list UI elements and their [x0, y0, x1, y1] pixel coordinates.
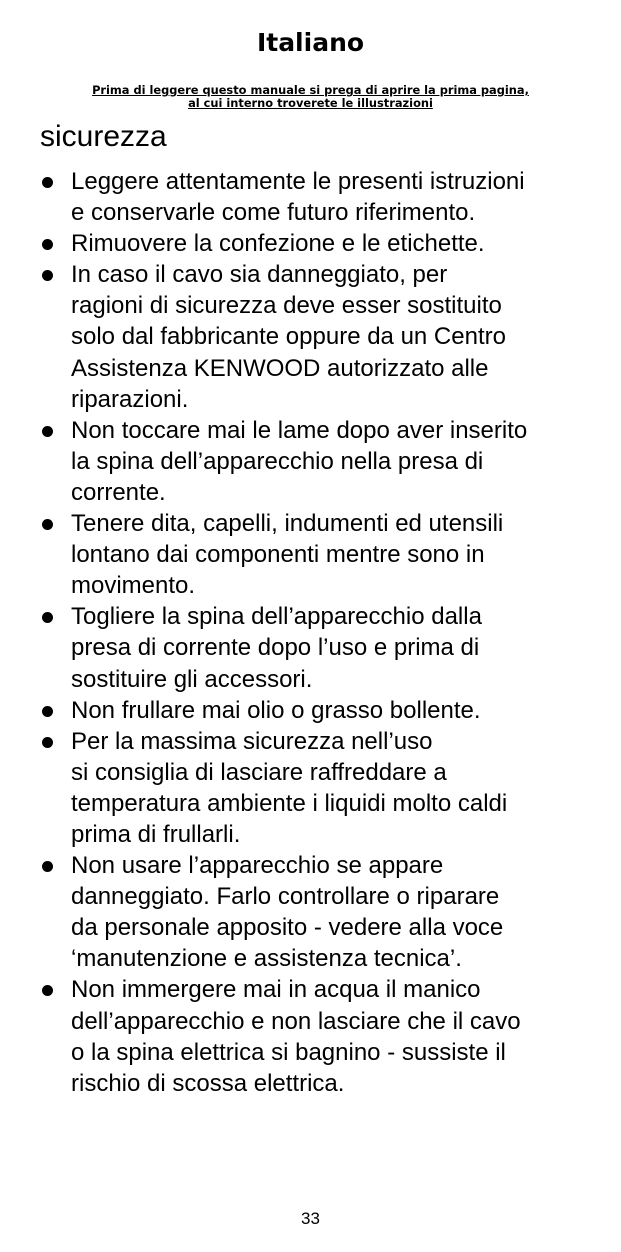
bullet-icon — [42, 519, 53, 530]
intro-note-line: al cui interno troverete le illustrazioni — [188, 96, 433, 110]
safety-list — [40, 166, 600, 1099]
list-item-line: Non usare l’apparecchio se appare — [71, 852, 444, 880]
list-item-line: Rimuovere la confezione e le etichette. — [71, 230, 485, 258]
list-item-line: sostituire gli accessori. — [71, 665, 313, 693]
list-item-text — [71, 601, 600, 694]
list-item-line: Non toccare mai le lame dopo aver inserito — [71, 416, 528, 444]
list-item-line: ragioni di sicurezza deve esser sostituito — [71, 292, 502, 320]
list-item — [40, 166, 600, 228]
list-item-line: In caso il cavo sia danneggiato, per — [71, 261, 448, 289]
list-item — [40, 726, 600, 850]
list-item-line: temperatura ambiente i liquidi molto caldi — [71, 789, 508, 817]
bullet-icon — [42, 426, 53, 437]
list-item-text — [71, 726, 600, 850]
list-item-line: solo dal fabbricante oppure da un Centro — [71, 323, 506, 351]
list-item-line: presa di corrente dopo l’uso e prima di — [71, 634, 480, 662]
list-item-line: rischio di scossa elettrica. — [71, 1069, 345, 1097]
list-item-line: o la spina elettrica si bagnino - sussiste il — [71, 1038, 506, 1066]
list-item — [40, 695, 600, 726]
list-item — [40, 508, 600, 601]
list-item-line: la spina dell’apparecchio nella presa di — [71, 447, 484, 475]
list-item-line: lontano dai componenti mentre sono in — [71, 541, 485, 569]
list-item-line: prima di frullarli. — [71, 820, 241, 848]
bullet-icon — [42, 270, 53, 281]
list-item-line: Assistenza KENWOOD autorizzato alle — [71, 354, 489, 382]
list-item-text — [71, 850, 600, 974]
intro-note-line: Prima di leggere questo manuale si prega di aprire la prima pagina, — [92, 83, 529, 97]
list-item-text — [71, 228, 600, 259]
list-item — [40, 850, 600, 974]
bullet-icon — [42, 706, 53, 717]
list-item-line: e conservarle come futuro riferimento. — [71, 199, 476, 227]
list-item — [40, 415, 600, 508]
bullet-icon — [42, 737, 53, 748]
list-item-text — [71, 415, 600, 508]
list-item-line: Togliere la spina dell’apparecchio dalla — [71, 603, 482, 631]
list-item-line: movimento. — [71, 572, 196, 600]
list-item-line: Non frullare mai olio o grasso bollente. — [71, 696, 481, 724]
bullet-icon — [42, 861, 53, 872]
page-number: 33 — [301, 1209, 320, 1228]
list-item-line: dell’apparecchio e non lasciare che il cavo — [71, 1007, 521, 1035]
list-item-text — [71, 508, 600, 601]
list-item-line: Non immergere mai in acqua il manico — [71, 976, 481, 1004]
list-item-line: da personale apposito - vedere alla voce — [71, 914, 504, 942]
list-item-text — [71, 259, 600, 414]
bullet-icon — [42, 239, 53, 250]
section-heading: sicurezza — [40, 120, 167, 153]
list-item-line: si consiglia di lasciare raffreddare a — [71, 758, 447, 786]
list-item — [40, 974, 600, 1098]
list-item-line: Leggere attentamente le presenti istruzioni — [71, 168, 525, 195]
list-item-line: Per la massima sicurezza nell’uso — [71, 727, 433, 755]
list-item-text — [71, 974, 600, 1098]
list-item-line: danneggiato. Farlo controllare o riparare — [71, 883, 500, 911]
bullet-icon — [42, 985, 53, 996]
intro-note — [40, 84, 581, 110]
list-item-text — [71, 695, 600, 726]
list-item — [40, 259, 600, 414]
bullet-icon — [42, 612, 53, 623]
page-title: Italiano — [256, 28, 365, 57]
list-item-line: riparazioni. — [71, 385, 189, 413]
list-item — [40, 228, 600, 259]
bullet-icon — [42, 177, 53, 188]
list-item-text — [71, 166, 600, 228]
list-item-line: corrente. — [71, 478, 166, 506]
list-item-line: Tenere dita, capelli, indumenti ed utensili — [71, 510, 504, 538]
list-item-line: ‘manutenzione e assistenza tecnica’. — [71, 945, 462, 973]
list-item — [40, 601, 600, 694]
